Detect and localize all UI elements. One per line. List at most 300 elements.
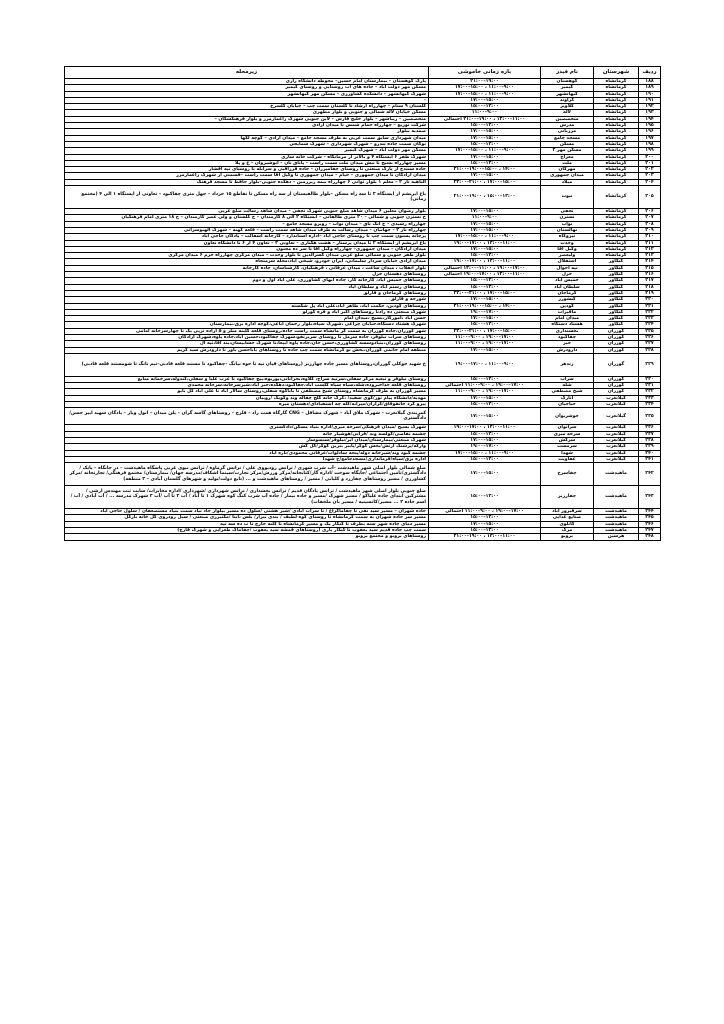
cell-city: هرسین — [594, 534, 639, 540]
cell-area: روستاهای گوزران،بنیادوسسه کشاورزی،حسن خان،جاده پاوه ابیعا،تا شهرک خشاییسان،بند آقا،تپه ال — [65, 341, 429, 347]
cell-rownum: ۲۲۳ — [639, 316, 661, 322]
cell-rownum: ۲۴۱ — [639, 456, 661, 462]
cell-area: گلستان ۹ ستام – چهارراه ارشاد تا گلستان سمت چپ – خیابان گلسرخ — [65, 104, 429, 110]
cell-city: گوزران — [594, 347, 639, 353]
cell-area: پیرو کرد خانقوقاق/گرازان/میرآبه/کله چه استقبادای/دهستان میره — [65, 402, 429, 408]
cell-area: چشمه کبود وند/شیرخانه دوله/پنجه سادلوات/عرفانی محمودی/تازه آباد — [65, 450, 429, 456]
cell-period: ۱۱:۰۰–۱۳:۰۰ ، ۱۹:۰۰–۲۱:۰۰ — [429, 534, 541, 540]
cell-city: کرمانشاه — [594, 91, 639, 97]
cell-feeder: مسجد جامع — [541, 135, 594, 141]
header-rownum: ردیف — [639, 67, 661, 79]
cell-city: گوزران — [594, 334, 639, 340]
cell-period: ۱۵:۰۰–۱۷:۰۰ — [429, 129, 541, 135]
table-row — [65, 408, 661, 425]
cell-area: مسیر دمای جاده شهر سنه بطرف تا کنگار یک و مسیر کرمانشاه تا کلنه خارج تا ب ده سه تپه — [65, 521, 429, 527]
header-area: زیرمحله — [65, 67, 429, 79]
cell-city: کنگاور — [594, 284, 639, 290]
cell-area: الناهیه تاز ۲ – معلم ۱ بلوار توانی ۶ چهارراه بیمه زیرزمین – دهکده جنوبی–بلوار حافظ تا مسجد فرهنگ — [65, 179, 429, 185]
cell-period: ۱۱:۰۰–۱۳:۰۰ ، ۱۷:۰۰–۱۹:۰۰ — [429, 259, 541, 265]
cell-rownum: ۱۹۱ — [639, 97, 661, 103]
cell-area: بلوار ظفر جنوبی و شمالی ضلع غربی میدان کسرالدین تا بلوار وحدت – میدان مرکزی چهارراه خرم ۶ میدان مرکزی — [65, 253, 429, 259]
cell-city: گیلانغرب — [594, 450, 639, 456]
cell-feeder: چقاسرخ — [541, 463, 594, 486]
cell-rownum: ۲۰۸ — [639, 221, 661, 227]
cell-city: ماهیدشت — [594, 515, 639, 521]
cell-rownum: ۲۰۵ — [639, 186, 661, 209]
cell-period: ۱۳:۰۰–۱۵:۰۰ — [429, 528, 541, 534]
table-row — [65, 463, 661, 486]
cell-period: ۱۳:۰۰–۱۵:۰۰ — [429, 376, 541, 382]
cell-area: مسکن مهر دولت آباد – جاده های آب روستایی و روستای کیمیز — [65, 85, 429, 91]
table-row — [65, 215, 661, 221]
cell-rownum: ۲۳۸ — [639, 437, 661, 443]
cell-rownum: ۲۰۶ — [639, 209, 661, 215]
cell-period: ۱۵:۰۰–۱۷:۰۰ — [429, 221, 541, 227]
cell-period: ۱۵:۰۰–۱۷:۰۰ — [429, 395, 541, 401]
cell-feeder: مدرس — [541, 123, 594, 129]
cell-period: ۱۳:۰۰–۱۵:۰۰ — [429, 402, 541, 408]
cell-feeder: کانلوی — [541, 521, 594, 527]
cell-period: ۱۵:۰۰–۱۷:۰۰ — [429, 154, 541, 160]
cell-period: ۱۵:۰۰–۱۷:۰۰ — [429, 408, 541, 425]
cell-area: مسکن مهر دولت آباد – شهرک کیمیز — [65, 148, 429, 154]
cell-feeder: تپه احوال — [541, 265, 594, 271]
cell-city: ماهیدشت — [594, 463, 639, 486]
cell-feeder: کرماجان — [541, 290, 594, 296]
cell-period: ۱۵:۰۰–۱۷:۰۰ — [429, 316, 541, 322]
cell-rownum: ۲۳۵ — [639, 408, 661, 425]
cell-city: کرمانشاه — [594, 246, 639, 252]
cell-period: ۱۳:۰۰–۱۵:۰۰ — [429, 104, 541, 110]
cell-rownum: ۱۹۰ — [639, 91, 661, 97]
cell-city: ماهیدشت — [594, 486, 639, 509]
cell-city: کنگاور — [594, 303, 639, 309]
cell-feeder: خوشریوان — [541, 408, 594, 425]
cell-feeder: مرگ — [541, 528, 594, 534]
cell-area: شهرک صنعتی ده رادتا روستاهای اگبر اباد و فره گوزلو — [65, 309, 429, 315]
cell-city: گوزران — [594, 376, 639, 382]
cell-area: روستاهای رستم اباد و سلطان اباد — [65, 284, 429, 290]
cell-rownum: ۲۱۹ — [639, 290, 661, 296]
cell-period: ۱۳:۰۰–۱۵:۰۰ — [429, 160, 541, 166]
cell-rownum: ۲۱۶ — [639, 272, 661, 278]
cell-period: ۱۵:۰۰–۱۷:۰۰ ، ۲۱:۰۰–۲۳:۰۰ — [429, 290, 541, 296]
cell-rownum: ۲۴۰ — [639, 450, 661, 456]
cell-rownum: ۲۰۷ — [639, 215, 661, 221]
cell-period: ۱۵:۰۰–۱۷:۰۰ — [429, 347, 541, 353]
cell-area: شهرک کیهانشهر – دانشکده کشاورزی – مسکن مهر کیهانشهر — [65, 91, 429, 97]
outage-schedule-page — [64, 66, 660, 541]
cell-period: ۱۱:۰۰–۱۳:۰۰ ، ۱۷:۰۰–۱۹:۰۰ — [429, 425, 541, 431]
cell-period: ۱۳:۰۰–۱۵:۰۰ — [429, 431, 541, 437]
cell-area: سمت چپ جاده قدیم سید یعقوب تا کنگار یاری (روستاهای قمشه سید یعقوب /چقاماک طغرایی و شهرک قارچ) — [65, 528, 429, 534]
cell-rownum: ۲۱۲ — [639, 246, 661, 252]
cell-city: کرمانشاه — [594, 234, 639, 240]
cell-area: جاده شهران – مسیر سید نقی تا چقاماکزاغ / تا سراب آبادی /شیر هشتی /سلول ده مسیر بیلوار خاد نیاد سمت بنیاد مستضعفان / سلول حاجی آباد — [65, 509, 429, 515]
cell-feeder: کیمیز — [541, 85, 594, 91]
cell-area: شهرک بسیج /میدان فرهنگی/سرخه میری/اداره بنیاد مسکن/دادگستری — [65, 425, 429, 431]
cell-city: کرمانشاه — [594, 209, 639, 215]
cell-rownum: ۲۳۱ — [639, 383, 661, 389]
cell-rownum: ۲۳۹ — [639, 444, 661, 450]
cell-city: کنگاور — [594, 309, 639, 315]
cell-period: ۱۳:۰۰–۱۵:۰۰ — [429, 253, 541, 259]
cell-area: مسکن خیابان لاله شمالی و جنوبی و بلوار مطهری — [65, 110, 429, 116]
cell-city: کرمانشاه — [594, 79, 639, 85]
cell-feeder: هشتاد دستگاه — [541, 322, 594, 328]
cell-feeder: نیروگاه — [541, 234, 594, 240]
cell-rownum: ۱۹۶ — [639, 129, 661, 135]
cell-feeder: نسترن — [541, 215, 594, 221]
cell-city: گوزران — [594, 389, 639, 395]
header-city: شهرستان — [594, 67, 639, 79]
cell-rownum: ۲۳۰ — [639, 376, 661, 382]
cell-feeder: سرکش — [541, 437, 594, 443]
cell-rownum: ۱۹۲ — [639, 104, 661, 110]
table-row — [65, 328, 661, 334]
cell-rownum: ۲۲۶ — [639, 334, 661, 340]
cell-area: نوکان سمت جاده تندرو – شهرک شهرداری – شهرک شمایجی — [65, 141, 429, 147]
cell-feeder: میدان امام — [541, 316, 594, 322]
cell-period: ۱۵:۰۰–۱۷:۰۰ — [429, 297, 541, 303]
cell-city: کرمانشاه — [594, 179, 639, 185]
cell-rownum: ۲۲۲ — [639, 309, 661, 315]
cell-period: ۱۱:۰۰–۱۳:۰۰ ، ۱۹:۰۰–۲۱:۰۰ احتمالی — [429, 116, 541, 122]
cell-period: ۱۵:۰۰–۱۷:۰۰ — [429, 246, 541, 252]
cell-area: شهرک صنعتی/بیمارستان/میدان آبر/نیلوفر/سنسوسار — [65, 437, 429, 443]
cell-city: کرمانشاه — [594, 227, 639, 233]
table-body — [65, 79, 661, 541]
cell-period: ۱۵:۰۰–۱۷:۰۰ ، ۲۱:۰۰–۲۳:۰۰ — [429, 179, 541, 185]
cell-period: ۱۵:۰۰–۱۷:۰۰ — [429, 135, 541, 141]
cell-feeder: نبوت — [541, 186, 594, 209]
cell-area: وارگه/پرشنگ ارتش/بخش کوکر/پایبر بنزین کوکر/گل گش — [65, 444, 429, 450]
cell-period: ۱۵:۰۰–۱۷:۰۰ ، ۲۱:۰۰–۲۳:۰۰ — [429, 328, 541, 334]
cell-area: مسیر گوزران به طرف کرمانشاه روستای شیخ مصطفی تا باباکوه سقلی،روستای سالار آباد تا علی آباد کل بابو — [65, 389, 429, 395]
cell-feeder: گلاویژ — [541, 104, 594, 110]
cell-feeder: سرانوان — [541, 425, 594, 431]
cell-period: ۱۴:۰۰ ، ۱۵:۰۰–۱۹:۰۰–۲۱:۰۰ — [429, 167, 541, 173]
cell-rownum: ۲۲۷ — [639, 341, 661, 347]
cell-area: چهارراه رشیدی – خ اتک تاق – میدان نواب – روبرو مسجد جامع – — [65, 221, 429, 227]
cell-feeder: گراوند — [541, 97, 594, 103]
cell-rownum: ۲۴۲ — [639, 463, 661, 486]
cell-city: ماهیدشت — [594, 509, 639, 515]
cell-feeder: سرخه میری — [541, 431, 594, 437]
cell-rownum: ۲۲۰ — [639, 297, 661, 303]
cell-city: ماهیدشت — [594, 528, 639, 534]
cell-feeder: ولیعصر — [541, 253, 594, 259]
cell-area: حسن اباد ،امورکار،بسیج ،میدان امام — [65, 316, 429, 322]
cell-city: کنگاور — [594, 272, 639, 278]
cell-period: ۱۱:۰۰–۱۳:۰۰ ، ۱۷:۰۰–۱۹:۰۰ — [429, 240, 541, 246]
cell-area: روستاهای خمیس آباد، کارخانه کار، جاده ابهای کشاورزی، علی اباد اول و دوم — [65, 278, 429, 284]
cell-feeder: دارودرش — [541, 347, 594, 353]
cell-feeder: مرزبانی — [541, 129, 594, 135]
cell-rownum: ۱۹۹ — [639, 148, 661, 154]
cell-area: روستاهای سراب نیلوفر، جاده سرمل تا روستای سربرنقو،شهرک چقاکبود،حسین آباد،جاده پاوه،شهرک آزادگان — [65, 334, 429, 340]
cell-period: ۱۷:۰۰–۱۹:۰۰ ، ۹:۰۰–۱۱:۰۰ — [429, 334, 541, 340]
cell-area: روستاهای بروبو و مجتمع بروبو — [65, 534, 429, 540]
cell-rownum: ۲۳۴ — [639, 402, 661, 408]
cell-area: پرچانه پستون سمت چپ تا روستای حاجی آباد –اداره استاندارد – کارخانه آسفالت – پادگان حاجی آباد — [65, 234, 429, 240]
cell-period: ۱۳:۰۰–۱۵:۰۰ — [429, 486, 541, 509]
cell-feeder: بروبو — [541, 534, 594, 540]
cell-feeder: متخصصین — [541, 116, 594, 122]
cell-area: خ شهید جوکلی گوزران،روستاهای مسیر جاده چهارزبر (روستاهای قپان تپه تا حوه نیانگ –چقاکبود تا مستند قلعه قادبی–تیم نانگ تا شومستند قلعه قادبی) — [65, 353, 429, 376]
cell-feeder: چقارزبر — [541, 486, 594, 509]
cell-area: باغ ابریشم از ایستگاه ۲ تا سه راه مسکن –بلوار طالقیستان از سه راه مسکن تا تقاطع ۱۵ خرداد – جهل متری چقاکبود – تعاونی از ایستگاه ۱ الی ۴ (مجتمع زمانی) — [65, 186, 429, 209]
cell-rownum: ۲۰۰ — [639, 154, 661, 160]
cell-city: کرمانشاه — [594, 221, 639, 227]
cell-city: کرمانشاه — [594, 148, 639, 154]
cell-rownum: ۲۱۵ — [639, 265, 661, 271]
cell-area: - — [65, 97, 429, 103]
cell-period: ۹:۰۰–۱۱:۰۰ ، ۱۵:۰۰–۱۷:۰۰ — [429, 450, 541, 456]
cell-area: مسیر سر جاده شهران به سمت کرمانشاه تا روستای کوه لطیف / بندی بیزار/ بلس ،آبتا /مکتبرزی صنعتی / سیل رودروی گل خانه بازگل — [65, 515, 429, 521]
cell-city: کرمانشاه — [594, 97, 639, 103]
cell-city: گیلانغرب — [594, 395, 639, 401]
cell-area: مسیر چهارراه بسیج تا نبش میدان ملت سمت راست – پاتاق نان – انوشیروان – ع و پلا — [65, 160, 429, 166]
cell-area: خ نسترن جنوبی و شمالی – ۲۰ متری طالقانی – ایستگاه ۲ الی ۸ کارمندان – خ گلستان و ولی عصر کارمندان – خ ۱۸ متری امام فرهنگیان — [65, 215, 429, 221]
cell-feeder: حیاجیان — [541, 402, 594, 408]
cell-rownum: ۲۲۴ — [639, 322, 661, 328]
cell-period: ۱۷:۰۰–۱۹:۰۰ ، ۹:۰۰–۱۱:۰۰ — [429, 389, 541, 395]
cell-city: گوزران — [594, 353, 639, 376]
cell-period: ۹:۰۰–۱۱:۰۰ ، ۱۷:۰۰–۱۹:۰۰ — [429, 353, 541, 376]
cell-rownum: ۲۴۷ — [639, 528, 661, 534]
cell-feeder: سرفیروز آباد — [541, 509, 594, 515]
cell-city: کنگاور — [594, 297, 639, 303]
cell-rownum: ۱۹۳ — [639, 110, 661, 116]
cell-city: گیلانغرب — [594, 431, 639, 437]
cell-city: گیلانغرب — [594, 444, 639, 450]
cell-area: ضلع شمالی بلوار اصلی شهر ماهیدشت –آب شرب شهری / ترانس رودپووی علی / ترانس گرماوه / ترانس نیوی غربی پاسگاه ماهیدشت – در خانگاه – بانک /دادگستری/تامین اجتماعی /جایگاه سوخت /اداره گاز/کتابخانه/مرکز ورزش/مرکز تجارت/سینما اشکاف/مدرسه جهان/ بیمارستان/ مجتمع فرهنگی/ تجارتخانه /مرکز کشاورزی / مسیر روستاهای چقارزد و کلیابی / مسیر / روستاهای ماهیدشت و ... (تابع دولت/تولید و شهرهای گلستان آبادی – ۳ منطقه) — [65, 463, 429, 486]
cell-period: ۱۳:۰۰–۱۵:۰۰ — [429, 322, 541, 328]
cell-city: گوزران — [594, 383, 639, 389]
cell-rownum: ۲۲۱ — [639, 303, 661, 309]
cell-rownum: ۲۰۹ — [639, 227, 661, 233]
cell-city: کرمانشاه — [594, 154, 639, 160]
cell-period: ۱۵:۰۰–۱۷:۰۰ — [429, 437, 541, 443]
cell-feeder: اتارک — [541, 395, 594, 401]
cell-area: شورجه و قارلق — [65, 297, 429, 303]
cell-period: ۹:۰۰–۱۱:۰۰ ، ۱۵:۰۰–۱۷:۰۰ — [429, 91, 541, 97]
cell-feeder: نجفی — [541, 209, 594, 215]
cell-city: کرمانشاه — [594, 135, 639, 141]
cell-period: ۱۴:۰۰ ، ۱۵:۰۰–۱۹:۰۰–۲۱:۰۰ — [429, 303, 541, 309]
cell-city: کنگاور — [594, 290, 639, 296]
cell-rownum: ۱۹۴ — [639, 116, 661, 122]
table-row — [65, 534, 661, 540]
cell-rownum: ۲۰۱ — [639, 160, 661, 166]
cell-area: باغ ابریشم از ایستگاه ۲ تا میدان پرستار – هشت هکتاری – تعاونی ۳ – تعاون ۴ از ۶ تا دانشگاه تعاون — [65, 240, 429, 246]
cell-rownum: ۲۰۳ — [639, 173, 661, 179]
cell-period: ۱۵:۰۰–۱۷:۰۰ — [429, 173, 541, 179]
cell-feeder: استقلال — [541, 259, 594, 265]
cell-area: میدان آزادگان – میدان جمهوری– چهارراه وکیل آقا تا سر ده مجنون — [65, 246, 429, 252]
cell-period: ۹:۰۰–۱۱:۰۰ ، ۱۵:۰۰–۱۷:۰۰ — [429, 234, 541, 240]
cell-area: میدان آزادگان تا میدان جمهوری – خیام – میدان جمهوری تا وکیل آقا سمت راست –قسمتی از شهرک زاغمارمرز — [65, 173, 429, 179]
cell-area: شهرک ظفر ۶ ایستگاه ۴ و بالاتر از مرمانگاه – شرکت خانه سازی — [65, 154, 429, 160]
cell-period: ۱۳:۰۰–۱۵:۰۰ — [429, 456, 541, 462]
cell-feeder: شله — [541, 383, 594, 389]
cell-feeder: زندهر — [541, 353, 594, 376]
cell-rownum: ۱۸۹ — [639, 85, 661, 91]
cell-city: کرمانشاه — [594, 110, 639, 116]
cell-rownum: ۲۲۹ — [639, 353, 661, 376]
cell-area: بلوار انقلاب ، میدان ساعت ، میدان عرفانی ، فرهنگیان، کارشناسان، جاده کارخانه — [65, 265, 429, 271]
cell-feeder: خبر — [541, 341, 594, 347]
cell-city: گوزران — [594, 341, 639, 347]
cell-feeder: سلطان آباد — [541, 284, 594, 290]
table-header-row — [65, 67, 661, 79]
cell-period: ۱۷:۰۰–۱۹:۰۰ ، ۱۱:۰۰–۱۳:۰۰ احتمالی — [429, 265, 541, 271]
cell-city: کرمانشاه — [594, 253, 639, 259]
cell-rownum: ۲۴۶ — [639, 521, 661, 527]
cell-period: ۱۷:۰۰–۱۹:۰۰ ، ۹:۰۰–۱۱:۰۰ احتمالی — [429, 509, 541, 515]
table-row — [65, 515, 661, 521]
cell-feeder: ملت — [541, 160, 594, 166]
cell-period: ۹:۰۰–۱۱:۰۰ ، ۱۵:۰۰–۱۷:۰۰ — [429, 148, 541, 154]
cell-city: کرمانشاه — [594, 116, 639, 122]
table-row — [65, 376, 661, 382]
cell-area: شرکت توزیع – چهارراه حمام شمس تا میدان آزادی — [65, 123, 429, 129]
cell-period: ۱۳:۰۰–۱۵:۰۰ — [429, 141, 541, 147]
cell-feeder: میدان جمهوری — [541, 173, 594, 179]
cell-period: ۱۷:۰۰–۱۹:۰۰ ، ۹:۰۰–۱۱:۰۰ احتمالی — [429, 383, 541, 389]
cell-feeder: وحدت — [541, 240, 594, 246]
cell-rownum: ۲۱۴ — [639, 259, 661, 265]
cell-area: شهر گوزران،جاده گوزران به سمت کر مانشاه سمت راست جاده،روستای قلعه گلینه متلر و ۵ اراده تربی یک تا چهارسرخانه امامی — [65, 328, 429, 334]
cell-feeder: مسکن — [541, 141, 594, 147]
cell-period: ۱۳:۰۰–۱۵:۰۰ ، ۱۹:۰۰–۲۱:۰۰ — [429, 186, 541, 209]
cell-period: ۱۷:۰۰–۱۹:۰۰ — [429, 309, 541, 315]
cell-area: روستاهای دهستان خزل — [65, 272, 429, 278]
cell-area: چشمه تقاضی/کولسه وند /فراتی/هوشیار جانه — [65, 431, 429, 437]
cell-area: بلوار رضوان معلین ۶ میدان شاهد ضلع جنوبی شهرک نجفی – میدان شاهد رسالت ضلع غربی — [65, 209, 429, 215]
cell-city: کنگاور — [594, 265, 639, 271]
cell-area: میدان شهرداری سابق سمت غربی به طرف مسجد جامع – میدان آزادی – کوچه لکها — [65, 135, 429, 141]
cell-area: متخصصین – زیباشهر – بلوار خلیج فارس – لاین جنوبی شهرک زاغمارمرز و بلوار فرهنگشگان – — [65, 116, 429, 122]
cell-area: اداره برق/سپاه/فرمانداری/مسجدجامع/خ شهدا — [65, 456, 429, 462]
cell-area: ضلع جنوبی بلوار اصلی شهر ماهیدشت / ترانس پادگان قدیم / ترانس بخشداری / ترانس شهرداری /شهرداری /اداره مخابرات/ سایت ثبت مهندس ارشی / مشترکین ابتدای جاده علیاکو / مسیر شهرک /مسیر و جاده بیمار / جاده آب شرب کنگ کوه شهرک ۱ تا آباد / آب ۲ تا آب /آب ۳ شهرک مدرسه ... / آب آبادی / آب /اسم جاده ۳ ... مسیر/کانسینیه / مسیر بان ملحقات) — [65, 486, 429, 509]
table-row — [65, 186, 661, 209]
cell-period: ۱۳:۰۰–۱۵:۰۰ — [429, 515, 541, 521]
cell-area: کمربندی گیلانغرب – شهرک ملاق آباد – شهرک مشافل – CNG گارگاه همت زاد – قلرچ – روستاهای گاسه گران – پلن میدان – انول وباز – پادگان شهید ابیر حسن/دادگستری — [65, 408, 429, 425]
cell-feeder: کنشورز — [541, 297, 594, 303]
cell-city: کرمانشاه — [594, 85, 639, 91]
cell-city: کنگاور — [594, 259, 639, 265]
cell-feeder: نهالستان — [541, 227, 594, 233]
cell-period: ۱۵:۰۰–۱۷:۰۰ — [429, 463, 541, 486]
cell-feeder: بخشنداری — [541, 328, 594, 334]
table-row — [65, 353, 661, 376]
cell-feeder: خزل — [541, 272, 594, 278]
cell-feeder: گودین — [541, 303, 594, 309]
cell-period: ۱۳:۰۰–۱۵:۰۰ — [429, 278, 541, 284]
cell-city: کرمانشاه — [594, 104, 639, 110]
cell-area: روستاهای کرماجان و قارلق — [65, 290, 429, 296]
cell-rownum: ۲۳۶ — [639, 425, 661, 431]
cell-rownum: ۲۳۲ — [639, 389, 661, 395]
cell-feeder: مافیرات — [541, 309, 594, 315]
cell-city: گیلانغرب — [594, 437, 639, 443]
cell-area: میدان آزادی خیابان سردار سلیمانی، ایران خودرو، شیخی آباد،محله شرمتجاه — [65, 259, 429, 265]
cell-area: روستاهای گودین، حکمت اباد، طاهر اباد،علی اباد پل شکسته — [65, 303, 429, 309]
cell-period: ۱۳:۰۰–۱۵:۰۰ — [429, 284, 541, 290]
cell-feeder: شیخ مصطفی — [541, 389, 594, 395]
cell-feeder: کوهستان — [541, 79, 594, 85]
cell-rownum: ۲۱۳ — [639, 253, 661, 259]
cell-feeder: کیهانشهر — [541, 91, 594, 97]
cell-city: کنگاور — [594, 278, 639, 284]
header-feeder: نام فیدر — [541, 67, 594, 79]
cell-period: ۹:۰۰–۱۱:۰۰ ، ۱۵:۰۰–۱۷:۰۰ — [429, 85, 541, 91]
cell-feeder: شهدا — [541, 450, 594, 456]
cell-rownum: ۲۴۴ — [639, 509, 661, 515]
cell-rownum: ۲۱۸ — [639, 284, 661, 290]
cell-rownum: ۲۱۷ — [639, 278, 661, 284]
cell-period: ۱۷:۰۰–۱۹:۰۰ — [429, 444, 541, 450]
cell-rownum: ۱۹۵ — [639, 123, 661, 129]
cell-feeder: چقاکبود — [541, 334, 594, 340]
cell-city: گیلانغرب — [594, 425, 639, 431]
cell-area: جاده سنندج از پارک صنعتی تا روستای چقامیرزان – جاده فرزاقبی و سرابله تا روستای تپه افشار — [65, 167, 429, 173]
cell-city: گیلانغرب — [594, 408, 639, 425]
cell-city: کرمانشاه — [594, 129, 639, 135]
cell-rownum: ۲۰۲ — [639, 167, 661, 173]
cell-period: ۱۳:۰۰–۱۵:۰۰ — [429, 123, 541, 129]
cell-rownum: ۲۱۰ — [639, 234, 661, 240]
cell-feeder: مسکن مهر ۲ — [541, 148, 594, 154]
cell-period: ۹:۰۰–۱۱:۰۰ — [429, 215, 541, 221]
cell-feeder: معراج — [541, 154, 594, 160]
cell-period: ۱۵:۰۰–۱۷:۰۰ — [429, 227, 541, 233]
outage-table — [64, 66, 661, 541]
cell-rownum: ۱۹۸ — [639, 141, 661, 147]
cell-rownum: ۲۳۷ — [639, 431, 661, 437]
cell-rownum: ۲۴۳ — [639, 486, 661, 509]
cell-rownum: ۲۰۴ — [639, 179, 661, 185]
cell-period: ۱۷:۰۰–۱۹:۰۰ ، ۹:۰۰–۱۱:۰۰ — [429, 341, 541, 347]
cell-feeder: سرمست — [541, 444, 594, 450]
cell-area: منطقه امام حاتمی گوزران،بخش نو کرمانشاه سمت چپ جاده تا روستاهای باباحسن باور تا دارودرش سید کریم — [65, 347, 429, 353]
cell-area: روستای نیلوفر و تبعیه مرکز سقلی،سرتپه سراج، کلاوه،بحرآنانی،پوربوه،پیچ چقاکبود تا عرب علیا و سقلی،کندوله،سرخمانه منابع — [65, 376, 429, 382]
cell-period: ۱۱:۰۰–۱۳:۰۰ ، ۱۷:۰۰–۱۹:۰۰ احتمالی — [429, 272, 541, 278]
cell-rownum: ۲۳۳ — [639, 395, 661, 401]
cell-rownum: ۲۱۱ — [639, 240, 661, 246]
cell-feeder: لاله — [541, 110, 594, 116]
cell-area: روستاهای قلعه خداحبروده،شله،سیاه سیاه گلست آباد،چقاکبود،دهکده،جبر آباد،شیرسرخانه،سرخانه محمدی — [65, 383, 429, 389]
cell-city: ماهیدشت — [594, 521, 639, 527]
cell-period: ۱۵:۰۰–۱۷:۰۰ — [429, 97, 541, 103]
cell-rownum: ۲۴۵ — [639, 515, 661, 521]
cell-area: چهارراه تاز ۲ – جهانیان – میدان رسالت به طرف میدان شاهد سمت راست – قلعه کهنه – شهرک الهیوسرانی — [65, 227, 429, 233]
cell-city: کرمانشاه — [594, 173, 639, 179]
cell-rownum: ۱۹۷ — [639, 135, 661, 141]
cell-feeder: وکیل آقا — [541, 246, 594, 252]
cell-area: صمدیه بیلوار — [65, 129, 429, 135]
cell-period: ۱۵:۰۰–۱۷:۰۰ — [429, 209, 541, 215]
cell-city: کرمانشاه — [594, 167, 639, 173]
cell-city: کرمانشاه — [594, 215, 639, 221]
cell-city: گیلانغرب — [594, 402, 639, 408]
cell-city: کرمانشاه — [594, 160, 639, 166]
cell-feeder: خمیس آباد — [541, 278, 594, 284]
cell-feeder: عفاویت — [541, 456, 594, 462]
cell-feeder: نواب — [541, 221, 594, 227]
